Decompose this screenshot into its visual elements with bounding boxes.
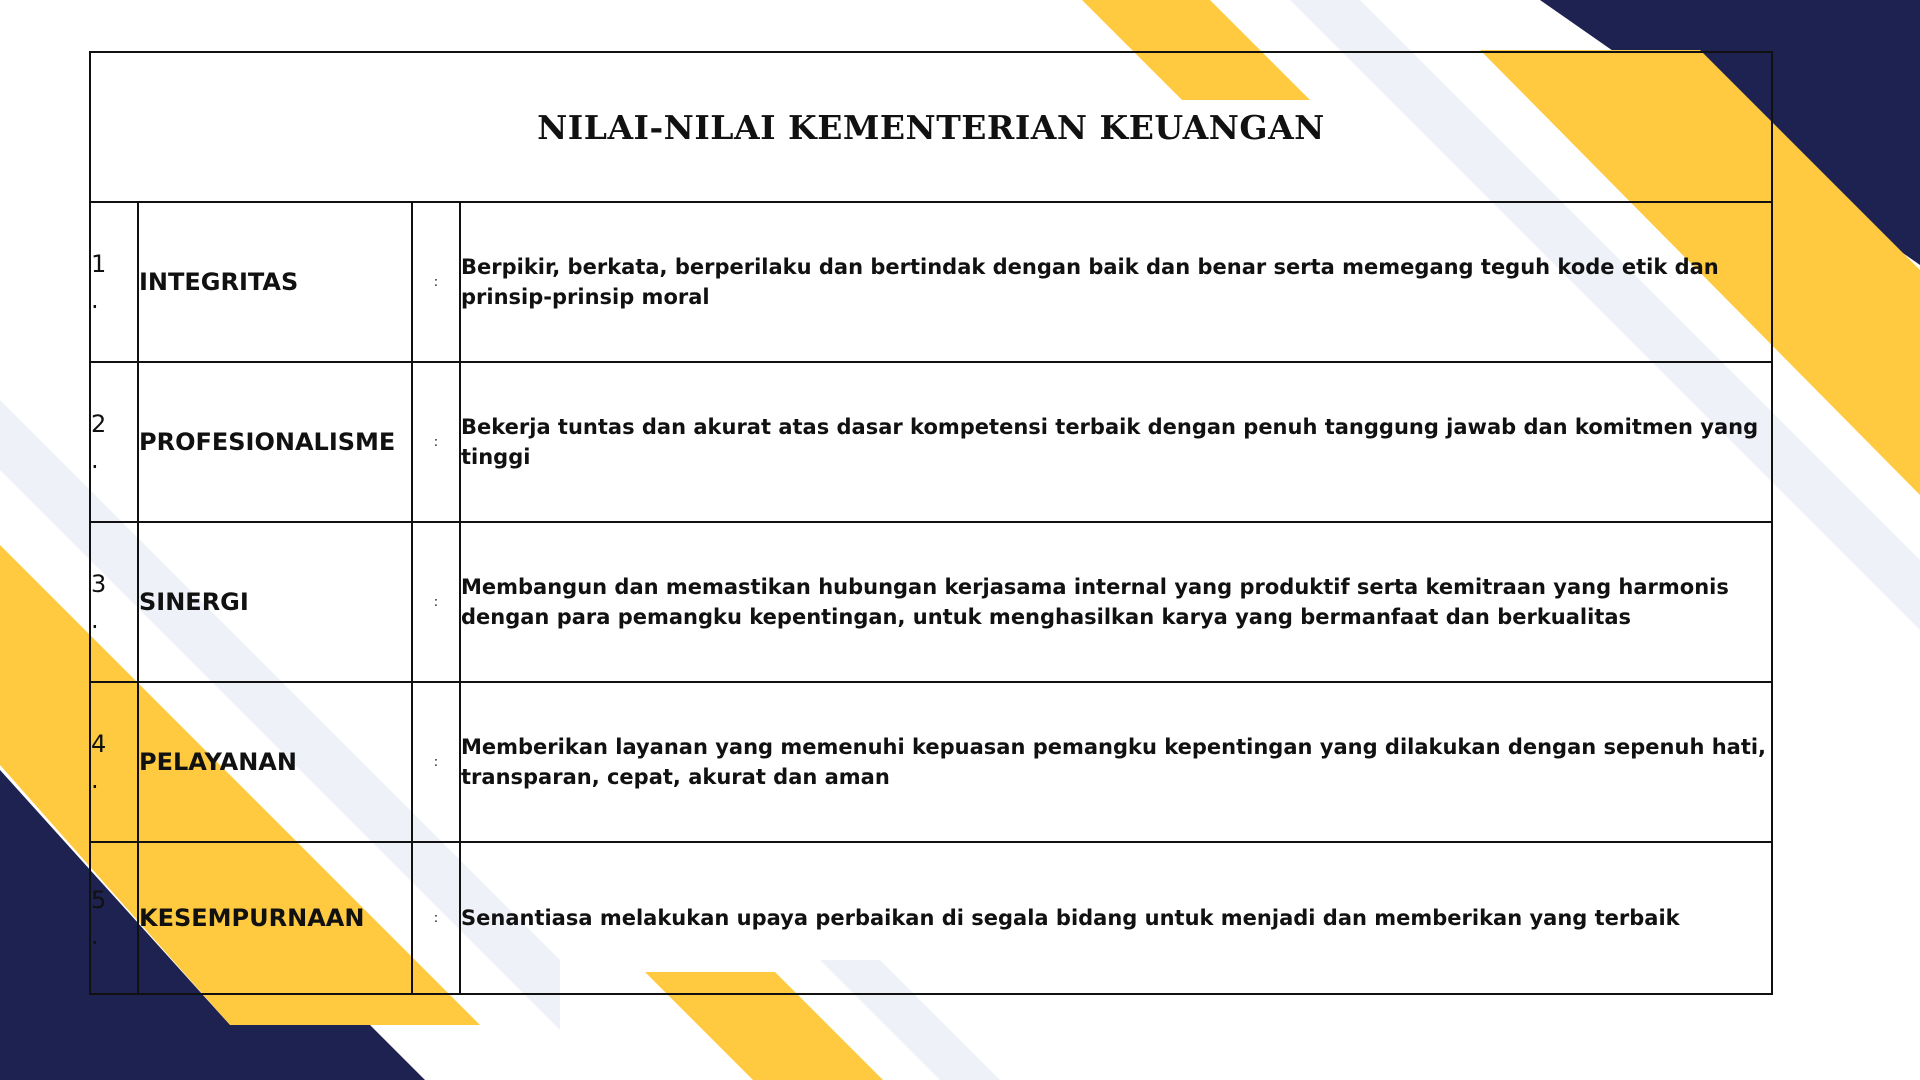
table-title: NILAI-NILAI KEMENTERIAN KEUANGAN <box>90 52 1772 202</box>
row-number-dot: . <box>91 922 99 950</box>
row-number-digit: 2 <box>91 410 107 438</box>
row-number <box>90 522 138 682</box>
row-number-dot: . <box>91 446 99 474</box>
title-row <box>90 52 1772 202</box>
value-description: Bekerja tuntas dan akurat atas dasar kompetensi terbaik dengan penuh tanggung jawab dan komitmen yang tinggi <box>460 362 1772 522</box>
value-name: INTEGRITAS <box>138 202 412 362</box>
row-number <box>90 682 138 842</box>
row-number <box>90 362 138 522</box>
table-row <box>90 362 1772 522</box>
row-number-digit: 1 <box>91 250 107 278</box>
table-row <box>90 202 1772 362</box>
row-number <box>90 842 138 994</box>
value-description: Berpikir, berkata, berperilaku dan bertindak dengan baik dan benar serta memegang teguh kode etik dan prinsip-prinsip moral <box>460 202 1772 362</box>
row-number-digit: 3 <box>91 570 107 598</box>
separator-colon: : <box>412 362 460 522</box>
row-number-dot: . <box>91 286 99 314</box>
row-number-digit: 5 <box>91 886 107 914</box>
value-description: Memberikan layanan yang memenuhi kepuasan pemangku kepentingan yang dilakukan dengan sepenuh hati, transparan, cepat, akurat dan aman <box>460 682 1772 842</box>
separator-colon: : <box>412 682 460 842</box>
row-number-dot: . <box>91 606 99 634</box>
value-name: PROFESIONALISME <box>138 362 412 522</box>
row-number <box>90 202 138 362</box>
row-number-digit: 4 <box>91 730 107 758</box>
value-name: PELAYANAN <box>138 682 412 842</box>
table-row <box>90 522 1772 682</box>
row-number-dot: . <box>91 766 99 794</box>
values-table <box>89 51 1773 995</box>
value-name: SINERGI <box>138 522 412 682</box>
separator-colon: : <box>412 842 460 994</box>
separator-colon: : <box>412 522 460 682</box>
table-row <box>90 842 1772 994</box>
value-description: Membangun dan memastikan hubungan kerjasama internal yang produktif serta kemitraan yang harmonis dengan para pemangku kepentingan, untuk menghasilkan karya yang bermanfaat dan berkualitas <box>460 522 1772 682</box>
value-description: Senantiasa melakukan upaya perbaikan di segala bidang untuk menjadi dan memberikan yang terbaik <box>460 842 1772 994</box>
value-name: KESEMPURNAAN <box>138 842 412 994</box>
separator-colon: : <box>412 202 460 362</box>
table-row <box>90 682 1772 842</box>
